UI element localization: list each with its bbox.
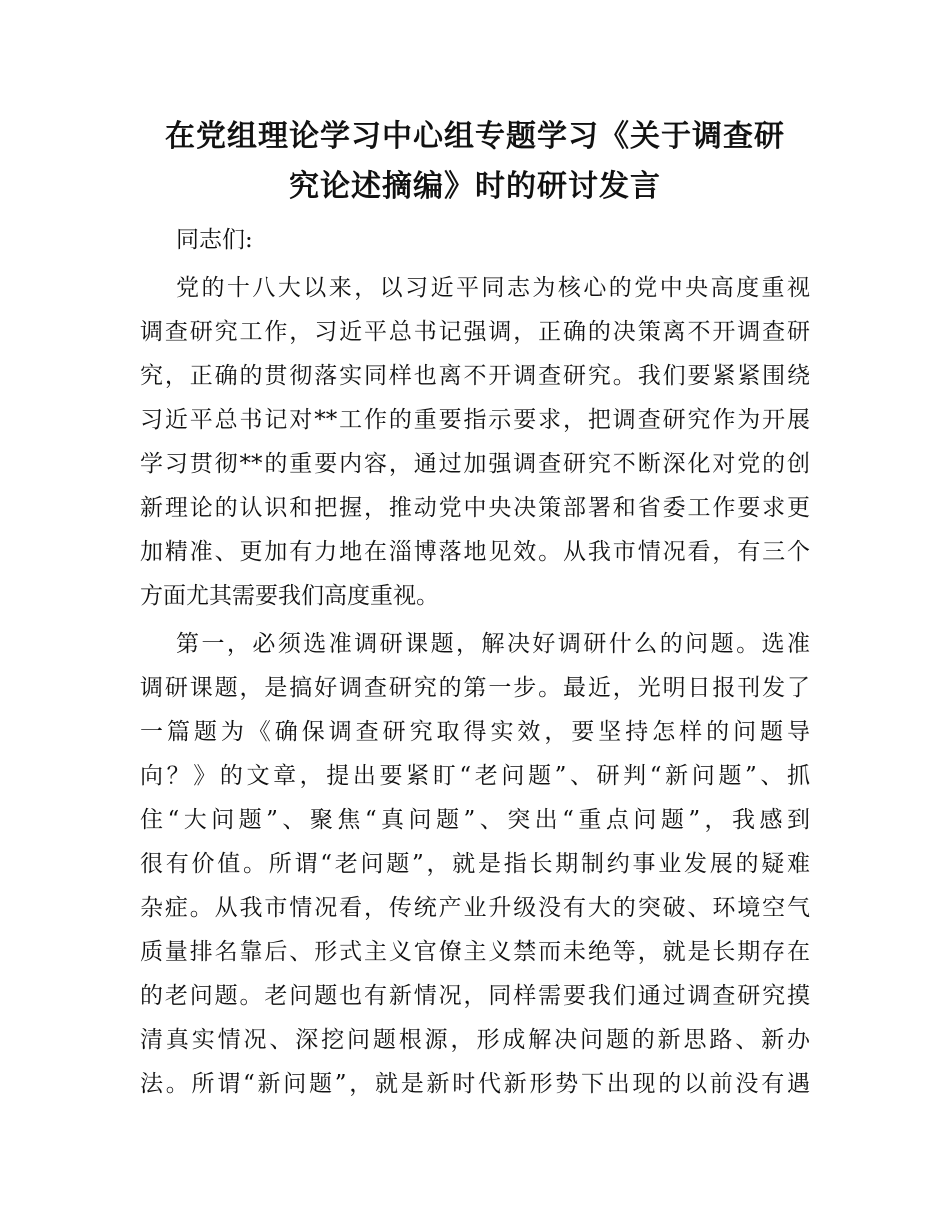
title-line: 究论述摘编》时的研讨发言: [289, 169, 661, 204]
paragraph-line: 新理论的认识和把握，推动党中央决策部署和省委工作要求更: [140, 495, 810, 521]
paragraph-line: 清真实情况、深挖问题根源，形成解决问题的新思路、新办: [140, 1027, 810, 1053]
paragraph-line: 杂症。从我市情况看，传统产业升级没有大的突破、环境空气: [140, 895, 810, 921]
paragraph-line: 调研课题，是搞好调查研究的第一步。最近，光明日报刊发了: [140, 675, 810, 701]
paragraph-1: [140, 266, 810, 618]
paragraph-line: 第一，必须选准调研课题，解决好调研什么的问题。选准: [176, 631, 810, 657]
paragraph-line: 向？》的文章，提出要紧盯“老问题”、研判“新问题”、抓: [140, 763, 810, 789]
paragraph-line: 加精准、更加有力地在淄博落地见效。从我市情况看，有三个: [140, 539, 810, 565]
paragraph-line: 一篇题为《确保调查研究取得实效，要坚持怎样的问题导: [140, 719, 810, 745]
paragraph-line: 究，正确的贯彻落实同样也离不开调查研究。我们要紧紧围绕: [140, 363, 810, 389]
paragraph-line: 调查研究工作，习近平总书记强调，正确的决策离不开调查研: [140, 319, 810, 345]
salutation: 同志们:: [176, 227, 253, 253]
paragraph-line: 党的十八大以来，以习近平同志为核心的党中央高度重视: [176, 275, 810, 301]
paragraph-line: 习近平总书记对**工作的重要指示要求，把调查研究作为开展: [140, 407, 810, 433]
paragraph-line: 的老问题。老问题也有新情况，同样需要我们通过调查研究摸: [140, 983, 810, 1009]
paragraph-line: 学习贯彻**的重要内容，通过加强调查研究不断深化对党的创: [140, 451, 810, 477]
paragraph-line: 很有价值。所谓“老问题”，就是指长期制约事业发展的疑难: [140, 851, 810, 877]
document-title: [140, 112, 810, 212]
paragraph-line: 住“大问题”、聚焦“真问题”、突出“重点问题”，我感到: [140, 807, 810, 833]
paragraph-line: 法。所谓“新问题”，就是新时代新形势下出现的以前没有遇: [140, 1071, 810, 1097]
paragraph-line: 质量排名靠后、形式主义官僚主义禁而未绝等，就是长期存在: [140, 939, 810, 965]
title-line: 在党组理论学习中心组专题学习《关于调查研: [165, 119, 785, 154]
paragraph-2: [140, 622, 810, 1106]
paragraph-line: 方面尤其需要我们高度重视。: [140, 583, 439, 609]
